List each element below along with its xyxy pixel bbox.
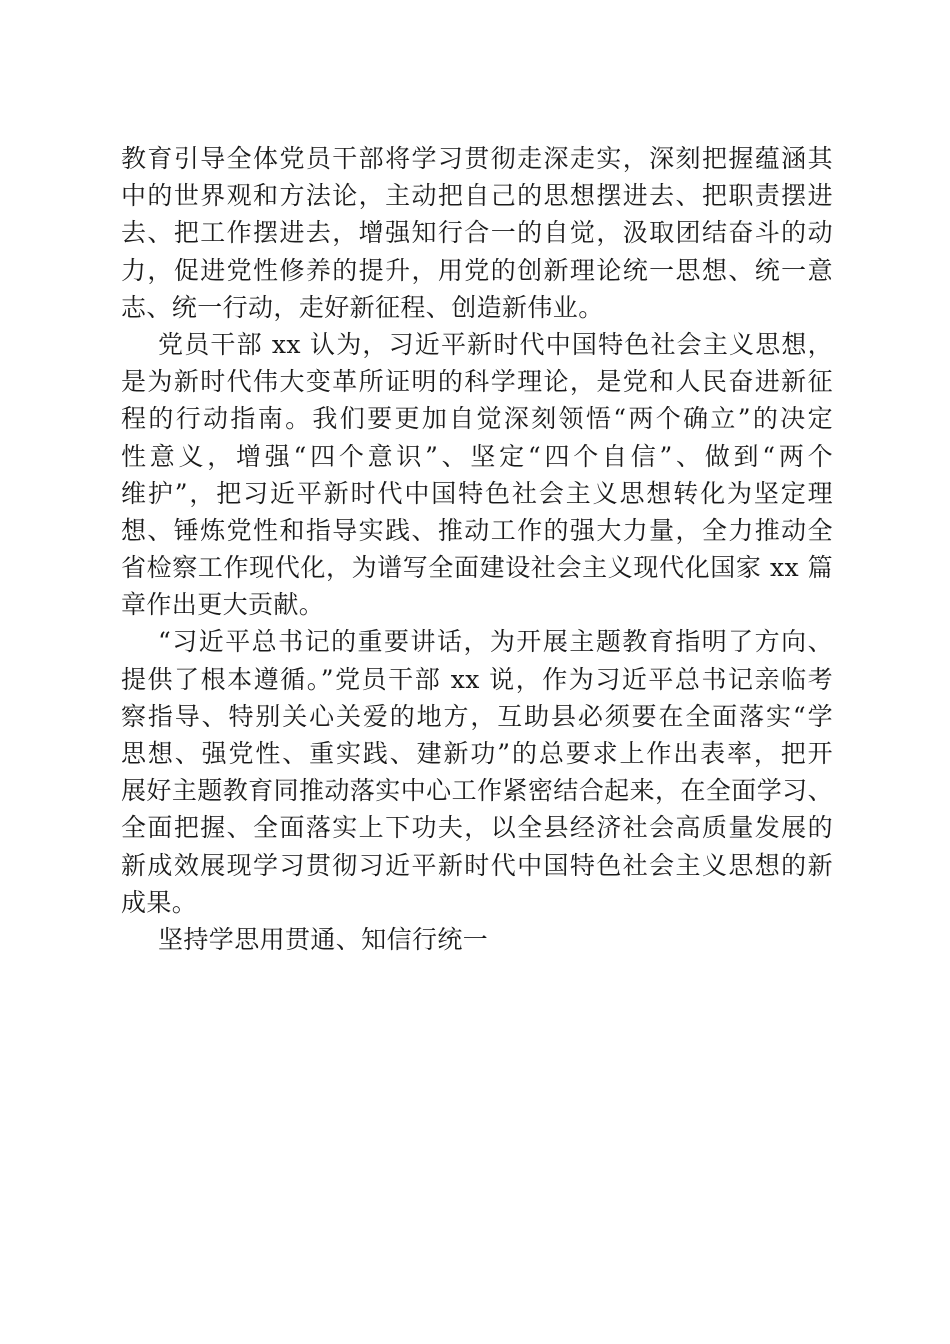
text-line: 思想、强党性、重实践、建新功”的总要求上作出表率，把开 <box>121 739 833 768</box>
text-line: 全面把握、全面落实上下功夫，以全县经济社会高质量发展的 <box>121 813 833 843</box>
text-line: 是为新时代伟大变革所证明的科学理论，是党和人民奋进新征 <box>121 367 833 397</box>
text-line: 省检察工作现代化，为谱写全面建设社会主义现代化国家 xx 篇 <box>121 553 833 583</box>
text-line: 成果。 <box>121 887 198 917</box>
section-heading: 坚持学思用贯通、知信行统一 <box>158 924 489 954</box>
text-line: 去、把工作摆进去，增强知行合一的自觉，汲取团结奋斗的动 <box>121 218 833 248</box>
text-line: 新成效展现学习贯彻习近平新时代中国特色社会主义思想的新 <box>121 850 833 880</box>
text-line: 想、锤炼党性和指导实践、推动工作的强大力量，全力推动全 <box>121 515 833 545</box>
text-line: 性意义，增强“四个意识”、坚定“四个自信”、做到“两个 <box>121 441 833 471</box>
text-line: “习近平总书记的重要讲话，为开展主题教育指明了方向、 <box>158 627 833 657</box>
text-line: 提供了根本遵循。”党员干部 xx 说，作为习近平总书记亲临考 <box>121 664 833 694</box>
text-line: 程的行动指南。我们要更加自觉深刻领悟“两个确立”的决定 <box>121 404 833 434</box>
document-body <box>121 140 833 958</box>
text-line: 章作出更大贡献。 <box>121 590 325 620</box>
text-line: 中的世界观和方法论，主动把自己的思想摆进去、把职责摆进 <box>121 181 833 211</box>
text-line: 力，促进党性修养的提升，用党的创新理论统一思想、统一意 <box>121 255 833 285</box>
text-line: 党员干部 xx 认为，习近平新时代中国特色社会主义思想， <box>158 329 833 359</box>
text-line: 维护”，把习近平新时代中国特色社会主义思想转化为坚定理 <box>121 478 833 508</box>
paragraph-4 <box>121 921 833 958</box>
text-line: 展好主题教育同推动落实中心工作紧密结合起来，在全面学习、 <box>121 776 833 806</box>
paragraph-2 <box>121 326 833 624</box>
paragraph-3 <box>121 623 833 921</box>
text-line: 察指导、特别关心关爱的地方，互助县必须要在全面落实“学 <box>121 701 833 731</box>
paragraph-1 <box>121 140 833 326</box>
text-line: 教育引导全体党员干部将学习贯彻走深走实，深刻把握蕴涵其 <box>121 144 833 173</box>
text-line: 志、统一行动，走好新征程、创造新伟业。 <box>121 292 604 322</box>
